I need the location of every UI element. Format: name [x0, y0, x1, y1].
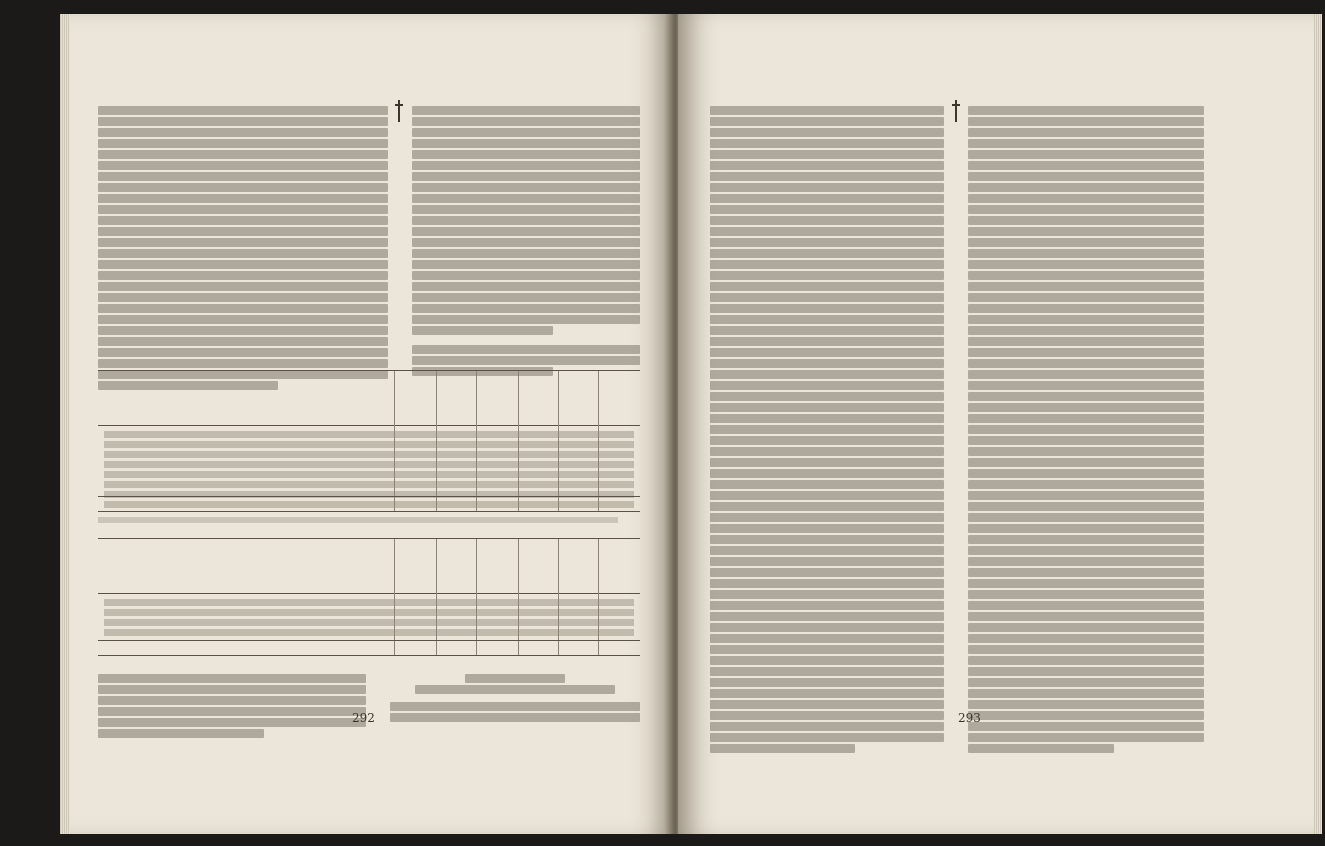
table-undertakings	[98, 370, 640, 512]
text-bottom-left	[98, 674, 366, 740]
text-column-right	[968, 106, 1204, 755]
table-description	[98, 538, 640, 656]
page-edges	[60, 14, 70, 834]
text-column-left	[98, 106, 388, 392]
table-total-row	[98, 640, 640, 655]
page-number: 293	[958, 711, 981, 725]
left-page	[60, 14, 672, 834]
right-page	[678, 14, 1322, 834]
table-total-row	[98, 496, 640, 511]
table-rows	[98, 599, 640, 639]
column-mark-icon	[952, 100, 960, 122]
book-spread	[60, 14, 1322, 834]
column-mark-icon	[395, 100, 403, 122]
text-column-left	[710, 106, 944, 755]
table-footnote	[98, 517, 618, 523]
page-edges	[1314, 14, 1322, 834]
page-number: 292	[352, 711, 375, 725]
text-column-right	[412, 106, 640, 378]
text-bottom-right	[390, 674, 640, 724]
